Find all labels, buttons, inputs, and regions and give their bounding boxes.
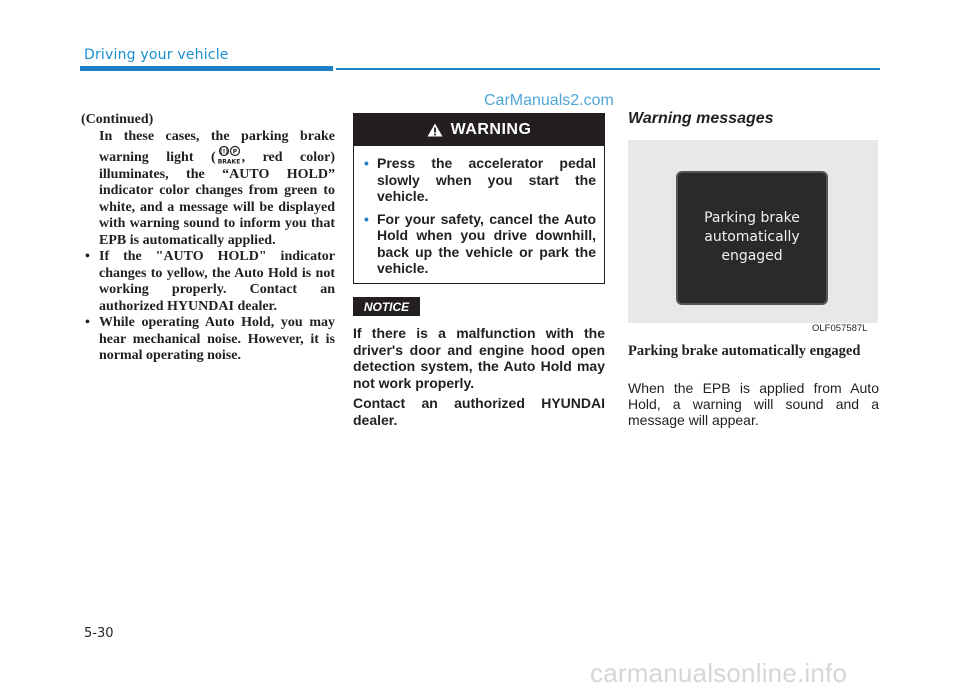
display-line: automatically	[704, 229, 800, 245]
warning-item-cancel-auto-hold: For your safety, cancel the Auto Hold when you drive downhill, back up the vehicle or park the vehicle.	[377, 210, 596, 276]
subheading-parking-brake-engaged: Parking brake automatically engaged	[628, 343, 861, 359]
cluster-display-screen	[676, 171, 828, 305]
notice-paragraph-malfunction: If there is a malfunction with the driver's door and engine hood open detection system, the Auto Hold may not work properly.	[353, 325, 605, 391]
svg-text:(!): (!)	[219, 148, 228, 156]
column-left	[81, 112, 335, 365]
list-item: • Press the accelerator pedal slowly when you start the vehicle.	[364, 155, 596, 204]
svg-text:P: P	[232, 148, 237, 156]
continued-label: (Continued)	[81, 112, 154, 127]
paragraph-text-end: , red color) illuminates, the “AUTO HOLD” indicator color changes from green to white, and a message will be displayed with warning sound to inform you that EPB is automatically applied.	[99, 150, 335, 248]
list-item: • For your safety, cancel the Auto Hold when you drive downhill, back up the vehicle or park the vehicle.	[364, 210, 596, 276]
warning-triangle-icon	[427, 123, 443, 137]
notice-text	[353, 325, 605, 432]
header-rule-thick	[80, 66, 333, 71]
watermark-bottom: carmanualsonline.info	[590, 658, 848, 688]
list-item: • If the "AUTO HOLD" indicator changes to yellow, the Auto Hold is not working properly. Contact an authorized HYUNDAI dealer.	[85, 249, 335, 314]
section-header-title: Driving your vehicle	[84, 47, 229, 63]
display-line: engaged	[721, 248, 783, 264]
page-number: 5-30	[84, 626, 114, 641]
brake-icon-label: BRAKE	[217, 158, 240, 165]
warning-box	[353, 113, 605, 284]
warning-header	[354, 114, 604, 146]
image-code: OLF057587L	[812, 323, 868, 334]
warning-list	[354, 146, 604, 277]
paragraph-text-start: In these cases, the parking brake warning light (	[99, 128, 335, 165]
brake-warning-icon	[216, 145, 242, 165]
cluster-display-message	[678, 209, 826, 266]
bullet-mechanical-noise: While operating Auto Hold, you may hear mechanical noise. However, it is normal operating noise.	[99, 315, 335, 363]
watermark-top: CarManuals2.com	[484, 92, 614, 109]
notice-paragraph-contact: Contact an authorized HYUNDAI dealer.	[353, 395, 605, 428]
display-line: Parking brake	[704, 210, 800, 226]
warning-title: WARNING	[450, 121, 532, 138]
notice-tag: NOTICE	[353, 297, 420, 316]
warning-item-accelerator: Press the accelerator pedal slowly when you start the vehicle.	[377, 155, 596, 204]
cluster-display-image	[628, 140, 878, 323]
paragraph-parking-brake	[81, 129, 335, 250]
header-rule-thin	[336, 68, 880, 70]
body-text-epb: When the EPB is applied from Auto Hold, a warning will sound and a message will appear.	[628, 380, 879, 428]
bullet-auto-hold-yellow: If the "AUTO HOLD" indicator changes to yellow, the Auto Hold is not working properly. Contact an authorized HYUNDAI dealer.	[99, 249, 335, 314]
list-item: • While operating Auto Hold, you may hear mechanical noise. However, it is normal operating noise.	[85, 315, 335, 363]
section-heading-warning-messages: Warning messages	[628, 110, 774, 127]
